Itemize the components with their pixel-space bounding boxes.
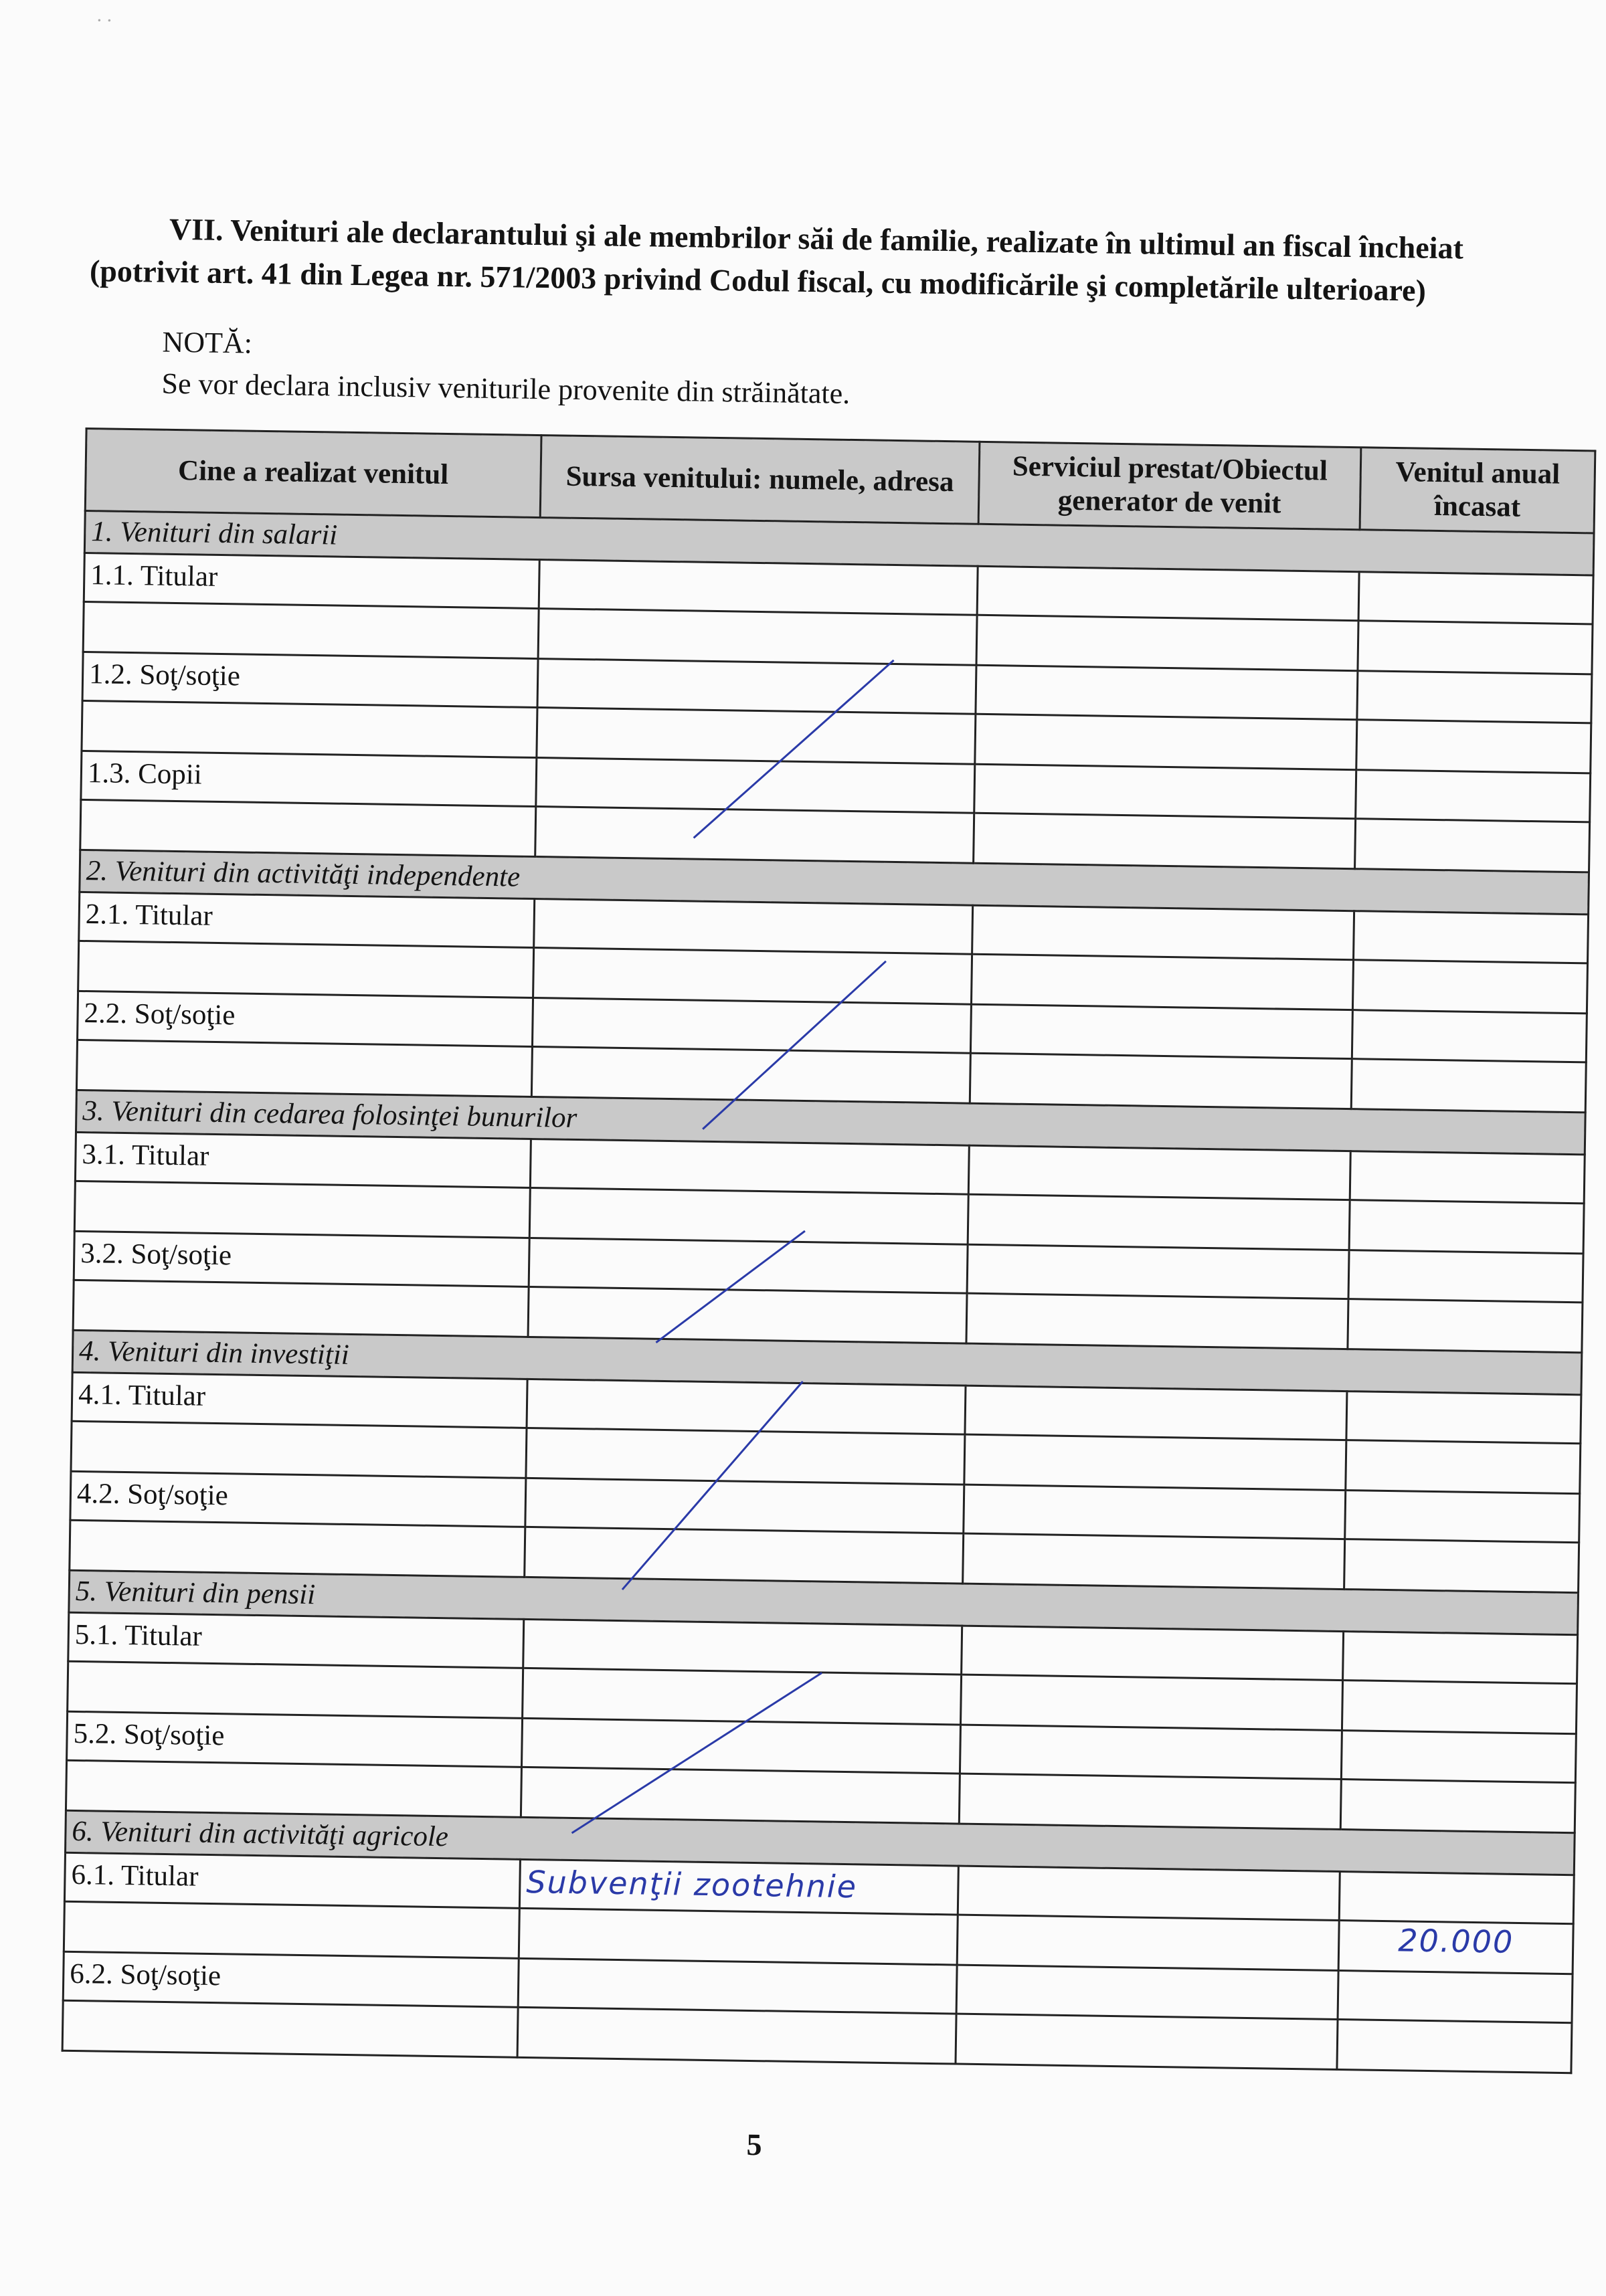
section-title: 6. Venituri din activităţi agricole: [66, 1810, 1575, 1875]
heading-line-2: (potrivit art. 41 din Legea nr. 571/2003 privind Codul fiscal, cu modificările şi completările ulterioare): [89, 254, 1427, 308]
note-label: NOTĂ:: [162, 325, 253, 360]
row-label: 4.1. Titular: [72, 1372, 527, 1428]
row-label: 1.2. Soţ/soţie: [82, 652, 538, 707]
section-title: 1. Venituri din salarii: [84, 510, 1594, 575]
col-header-amount: Venitul anual încasat: [1360, 448, 1595, 533]
scan-artifact: ∙ ∙: [96, 9, 112, 32]
row-label: 6.2. Soţ/soţie: [63, 1951, 519, 2007]
row-label: 1.3. Copii: [81, 751, 537, 806]
heading-line-1: VII. Venituri ale declarantului şi ale membrilor săi de familie, realizate în ultimul an fiscal încheiat: [169, 211, 1464, 266]
col-header-source: Sursa venitului: numele, adresa: [540, 436, 980, 524]
row-label: 5.2. Soţ/soţie: [67, 1711, 523, 1767]
row-label: 1.1. Titular: [84, 553, 539, 608]
row-label: 2.1. Titular: [79, 892, 535, 947]
col-header-service: Serviciul prestat/Obiectul generator de venit: [978, 442, 1361, 529]
strike-line-section-3: [656, 1229, 804, 1345]
section-title: 4. Venituri din investiţii: [72, 1330, 1582, 1394]
strike-line-section-5: [572, 1669, 822, 1836]
handwritten-amount: 20.000: [1397, 1922, 1514, 1960]
section-title: 2. Venituri din activităţi independente: [80, 850, 1589, 914]
strike-line-section-4: [622, 1379, 803, 1592]
row-label: 3.2. Soţ/soţie: [74, 1231, 529, 1286]
section-title: 3. Venituri din cedarea folosinţei bunurilor: [76, 1090, 1585, 1154]
row-label: 6.1. Titular: [64, 1852, 520, 1908]
note-text: Se vor declara inclusiv veniturile provenite din străinătate.: [161, 367, 851, 410]
row-label: 4.2. Soţ/soţie: [70, 1471, 526, 1527]
row-label: 3.1. Titular: [75, 1132, 531, 1187]
strike-line-section-1: [694, 658, 894, 841]
strike-line-section-2: [703, 959, 886, 1132]
col-header-who: Cine a realizat venitul: [85, 428, 541, 517]
row-label: 5.1. Titular: [68, 1612, 524, 1668]
section-title: 5. Venituri din pensii: [69, 1570, 1579, 1634]
page-number: 5: [746, 2127, 763, 2162]
handwritten-source: Subvenţii zootehnie: [526, 1863, 858, 1905]
row-label: 2.2. Soţ/soţie: [78, 991, 533, 1046]
